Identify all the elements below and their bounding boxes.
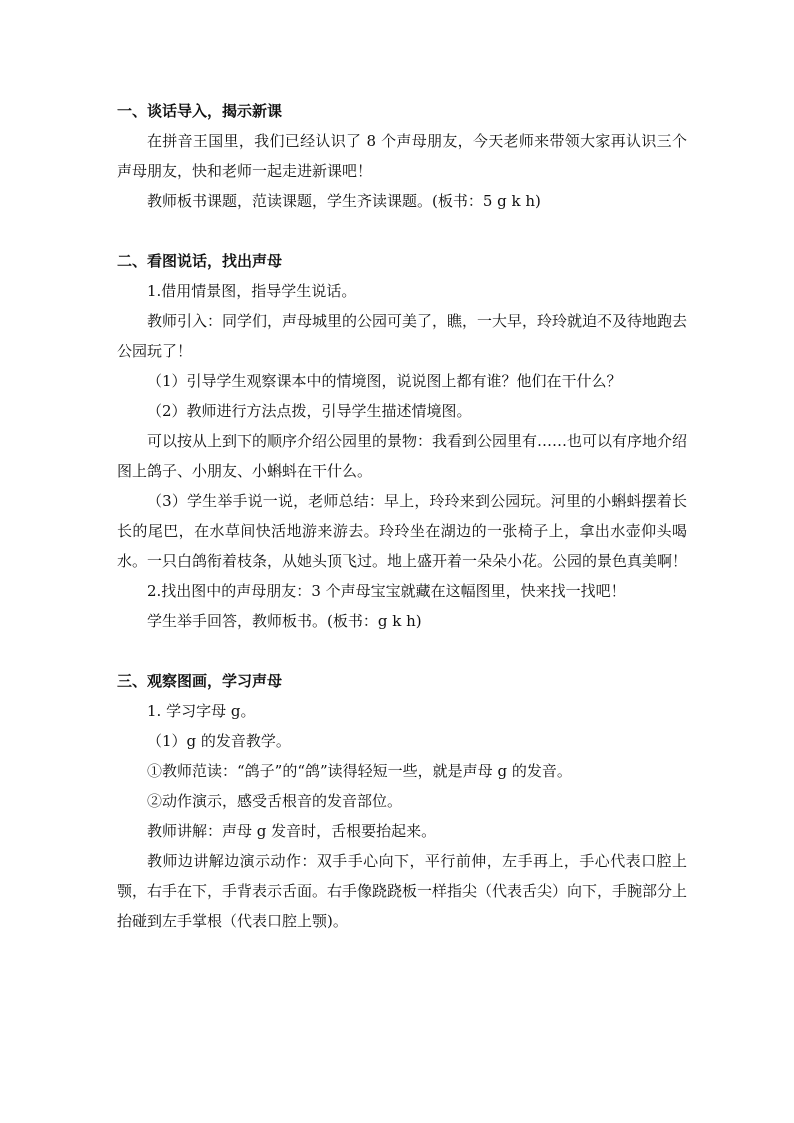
section-2-paragraph: 学生举手回答，教师板书。(板书：g k h) <box>147 612 422 630</box>
section-2-paragraph: （1）引导学生观察课本中的情境图，说说图上都有谁？他们在干什么？ <box>147 372 622 390</box>
section-3-heading: 三、观察图画，学习声母 <box>117 672 283 690</box>
section-3-paragraph: 1. 学习字母 g。 <box>147 702 256 720</box>
section-3-paragraph: 教师边讲解边演示动作：双手手心向下，平行前伸，左手再上，手心代表口腔上颚，右手在下，手背表示舌面。右手像跷跷板一样指尖（代表舌尖）向下，手腕部分上抬碰到左手掌根（代表口腔上颚)。 <box>117 852 688 930</box>
section-2-heading: 二、看图说话，找出声母 <box>117 252 283 270</box>
section-1-paragraph: 在拼音王国里，我们已经认识了 8 个声母朋友，今天老师来带领大家再认识三个声母朋友，快和老师一起走进新课吧！ <box>117 132 687 180</box>
section-2-paragraph: 1.借用情景图，指导学生说话。 <box>147 282 357 300</box>
section-spacer <box>117 636 687 666</box>
section-2-paragraph: （2）教师进行方法点拨，引导学生描述情境图。 <box>147 402 472 420</box>
section-2-paragraph: （3）学生举手说一说，老师总结：早上，玲玲来到公园玩。河里的小蝌蚪摆着长长的尾巴，在水草间快活地游来游去。玲玲坐在湖边的一张椅子上，拿出水壶仰头喝水。一只白鸽衔着枝条，从她头顶飞过。地上盛开着一朵朵小花。公园的景色真美啊！ <box>117 492 688 570</box>
section-1-heading: 一、谈话导入，揭示新课 <box>117 102 283 120</box>
section-3-paragraph: ②动作演示，感受舌根音的发音部位。 <box>147 792 403 810</box>
section-3-paragraph: 教师讲解：声母 g 发音时，舌根要抬起来。 <box>147 822 437 840</box>
section-2-paragraph: 教师引入：同学们，声母城里的公园可美了，瞧，一大早，玲玲就迫不及待地跑去公园玩了！ <box>117 312 688 360</box>
document-page <box>117 96 687 936</box>
section-1-paragraph: 教师板书课题，范读课题，学生齐读课题。(板书：5 g k h) <box>147 192 541 210</box>
section-2-paragraph: 可以按从上到下的顺序介绍公园里的景物：我看到公园里有……也可以有序地介绍图上鸽子、小朋友、小蝌蚪在干什么。 <box>117 432 688 480</box>
section-spacer <box>117 216 687 246</box>
section-2-paragraph: 2.找出图中的声母朋友：3 个声母宝宝就藏在这幅图里，快来找一找吧！ <box>147 582 626 600</box>
section-3-paragraph: ①教师范读：“鸽子”的“鸽”读得轻短一些，就是声母 g 的发音。 <box>147 762 572 780</box>
section-3-paragraph: （1）g 的发音教学。 <box>147 732 291 750</box>
